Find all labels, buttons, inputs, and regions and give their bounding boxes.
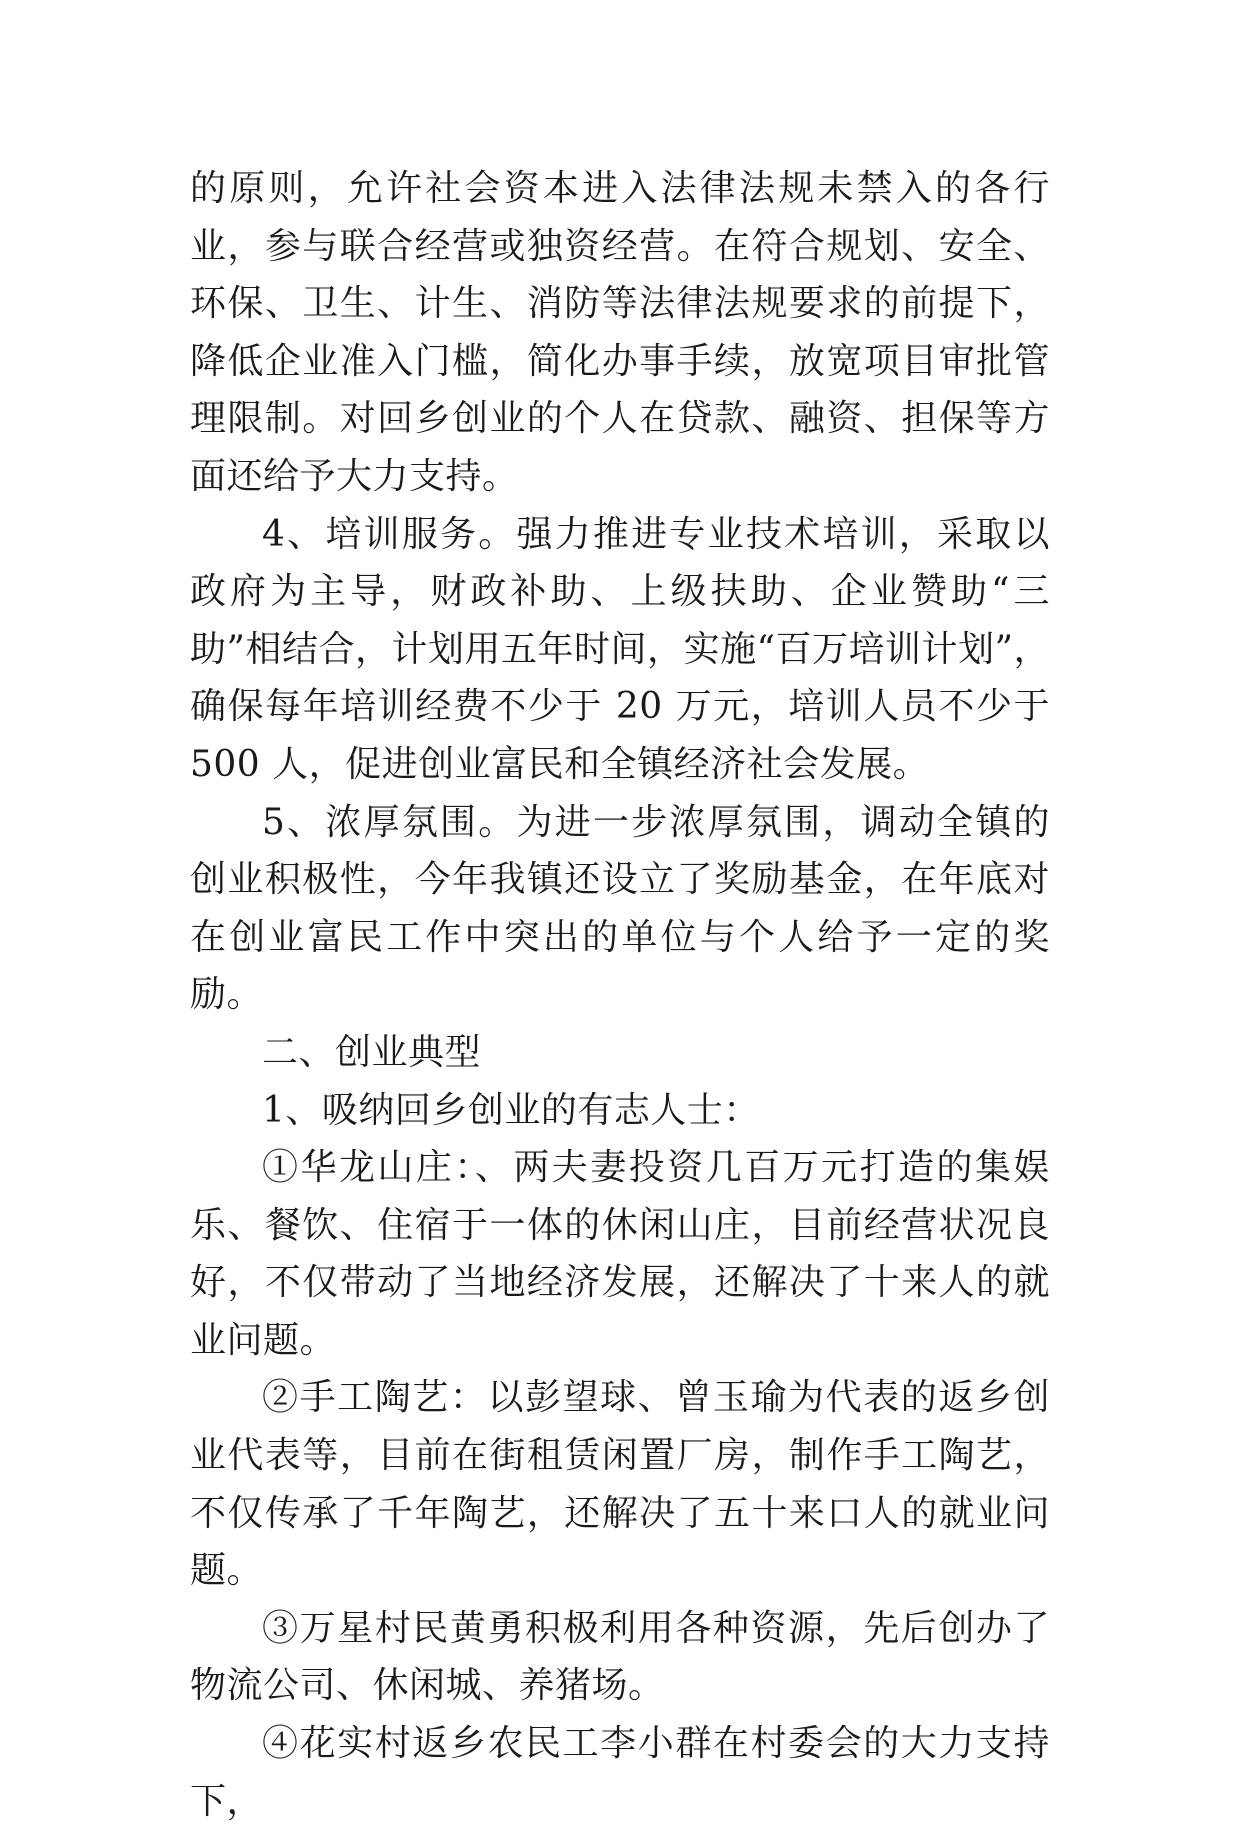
paragraph-atmosphere: 5、浓厚氛围。为进一步浓厚氛围，调动全镇的创业积极性，今年我镇还设立了奖励基金，在年底对在创业富民工作中突出的单位与个人给予一定的奖励。: [190, 801, 1050, 1016]
paragraph-huashi-village: ④花实村返乡农民工李小群在村委会的大力支持下，: [190, 1723, 1050, 1822]
paragraph-training-service: 4、培训服务。强力推进专业技术培训，采取以政府为主导，财政补助、上级扶助、企业赞助“三助”相结合，计划用五年时间，实施“百万培训计划”，确保每年培训经费不少于 20 万元，培训人员不少于 500 人，促进创业富民和全镇经济社会发展。: [190, 513, 1050, 785]
paragraph-hualong-resort: ①华龙山庄：、两夫妻投资几百万元打造的集娱乐、餐饮、住宿于一体的休闲山庄，目前经营状况良好，不仅带动了当地经济发展，还解决了十来人的就业问题。: [190, 1147, 1050, 1361]
subheading-returning-entrepreneurs: 1、吸纳回乡创业的有志人士：: [262, 1089, 760, 1131]
paragraph-handmade-pottery: ②手工陶艺：以彭望球、曾玉瑜为代表的返乡创业代表等，目前在街租赁闲置厂房，制作手工陶艺，不仅传承了千年陶艺，还解决了五十来口人的就业问题。: [190, 1377, 1050, 1592]
document-body: [190, 160, 1050, 1830]
paragraph-principle-continuation: 的原则，允许社会资本进入法律法规未禁入的各行业，参与联合经营或独资经营。在符合规划、安全、环保、卫生、计生、消防等法律法规要求的前提下，降低企业准入门槛，简化办事手续，放宽项目审批管理限制。对回乡创业的个人在贷款、融资、担保等方面还给予大力支持。: [190, 168, 1050, 497]
section-heading-entrepreneur-models: 二、创业典型: [262, 1031, 482, 1073]
paragraph-wanxing-villager: ③万星村民黄勇积极利用各种资源，先后创办了物流公司、休闲城、养猪场。: [190, 1607, 1050, 1707]
